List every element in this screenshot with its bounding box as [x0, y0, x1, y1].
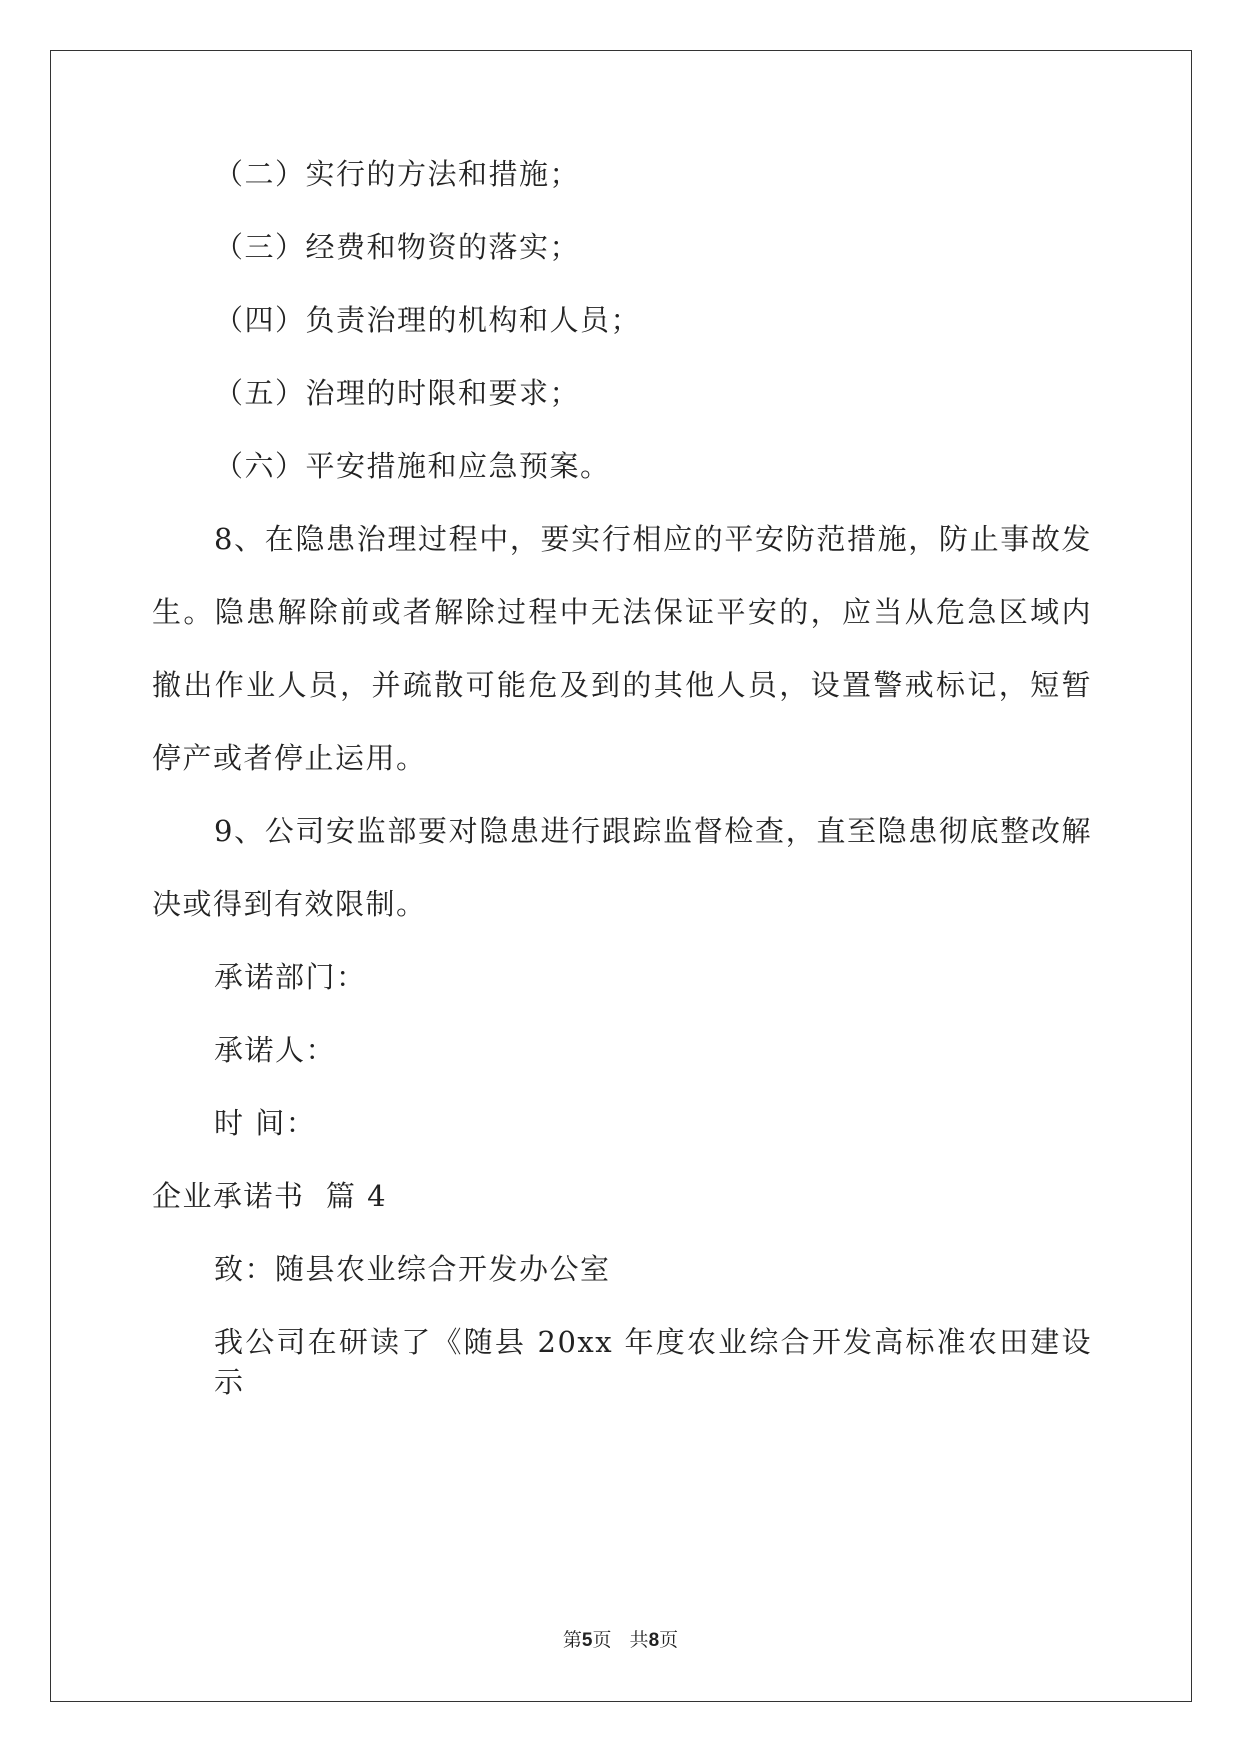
text-line: 撤出作业人员，并疏散可能危及到的其他人员，设置警戒标记，短暂: [152, 668, 1092, 702]
text-line: （五）治理的时限和要求；: [214, 376, 581, 410]
text-line: 停产或者停止运用。: [152, 741, 427, 775]
text-line: （三）经费和物资的落实；: [214, 230, 581, 264]
text-line: 我公司在研读了《随县 20xx 年度农业综合开发高标准农田建设示: [214, 1325, 1092, 1399]
page-border: [50, 50, 1192, 1702]
page-footer: [0, 1628, 1241, 1653]
footer-suffix: 页: [659, 1629, 679, 1651]
text-line: 决或得到有效限制。: [152, 887, 427, 921]
text-line: （六）平安措施和应急预案。: [214, 449, 611, 483]
text-line: 9、公司安监部要对隐患进行跟踪监督检查，直至隐患彻底整改解: [214, 814, 1092, 848]
footer-current-page: 5: [581, 1630, 593, 1651]
text-line: 8、在隐患治理过程中，要实行相应的平安防范措施，防止事故发: [214, 522, 1092, 556]
text-line: （二）实行的方法和措施；: [214, 157, 581, 191]
text-line: 承诺人：: [214, 1033, 337, 1067]
footer-total-pages: 8: [648, 1630, 660, 1651]
text-line: 致：随县农业综合开发办公室: [214, 1252, 611, 1286]
text-line: 承诺部门：: [214, 960, 367, 994]
text-line: 时 间：: [214, 1106, 317, 1140]
text-line: （四）负责治理的机构和人员；: [214, 303, 642, 337]
text-line: 生。隐患解除前或者解除过程中无法保证平安的，应当从危急区域内: [152, 595, 1092, 629]
footer-mid: 页 共: [592, 1629, 649, 1651]
footer-prefix: 第: [562, 1629, 582, 1651]
section-heading: 企业承诺书 篇 4: [152, 1179, 388, 1213]
